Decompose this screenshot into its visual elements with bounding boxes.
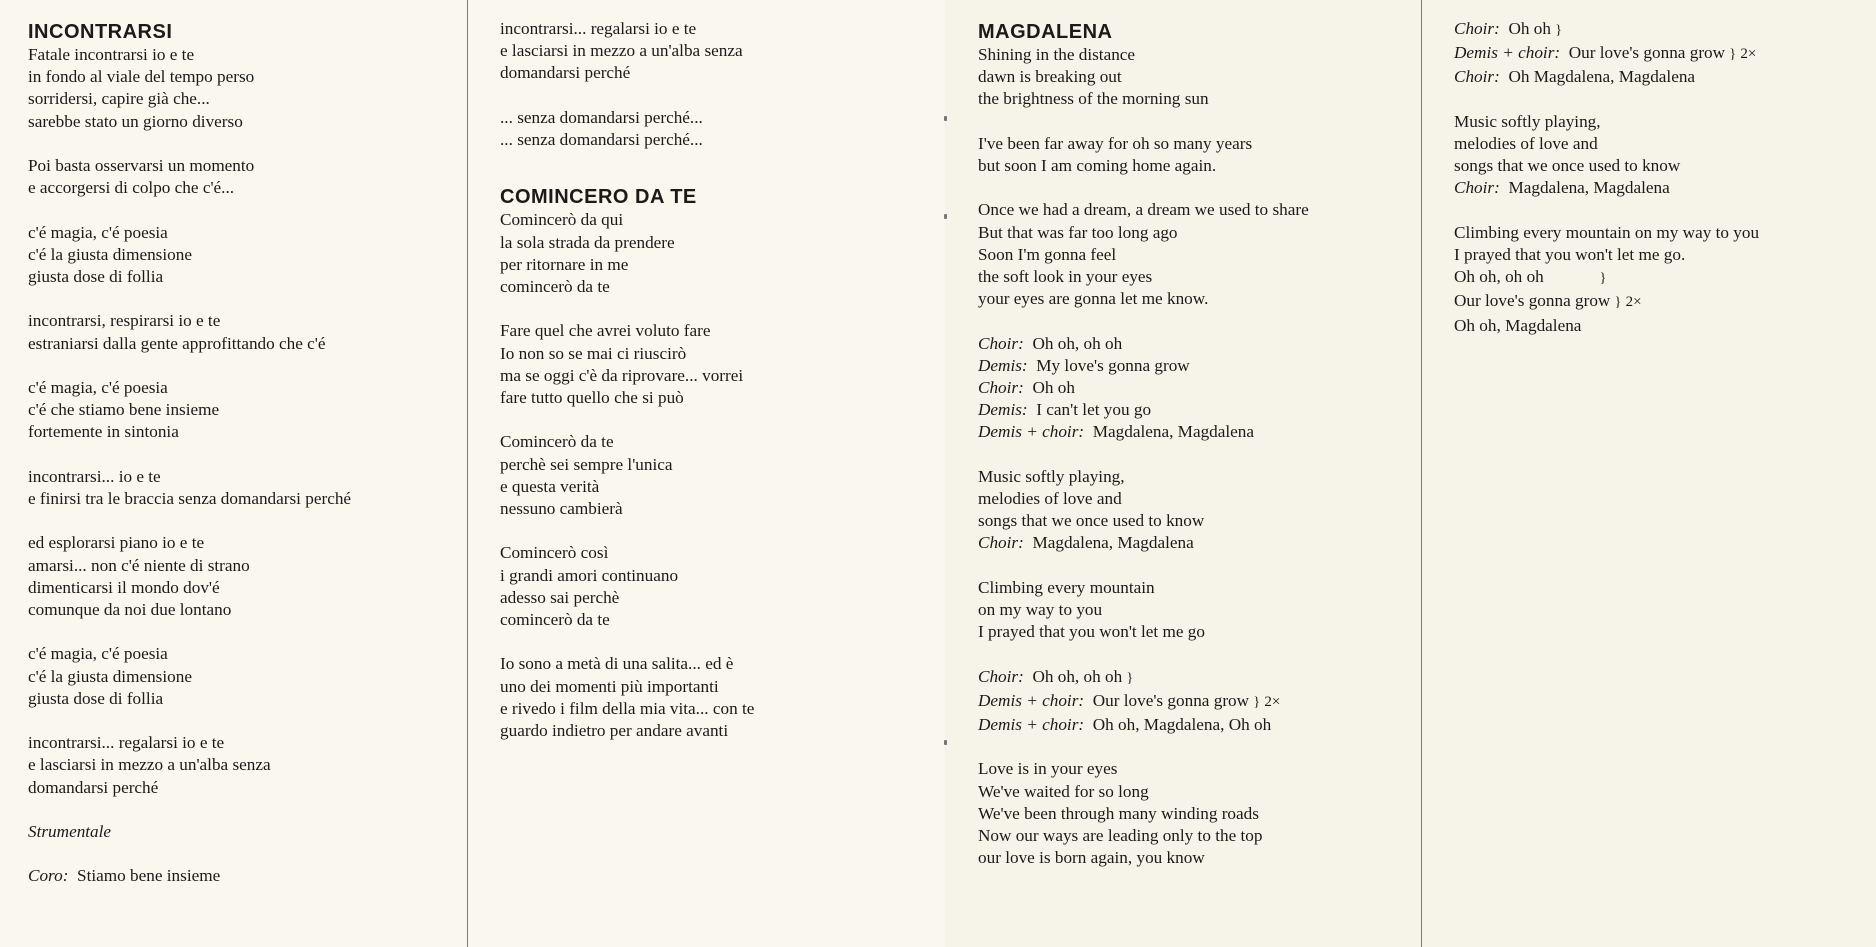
lyric-line: Climbing every mountain	[978, 577, 1155, 597]
lyrics-block	[1454, 222, 1759, 337]
stanza-gap	[500, 173, 754, 183]
speaker-label: Choir:	[978, 378, 1024, 397]
lyrics-block	[978, 577, 1309, 644]
lyric-line: ma se oggi c'è da riprovare... vorrei	[500, 365, 744, 385]
lyrics-block	[978, 44, 1309, 333]
lyrics-block	[978, 758, 1309, 869]
speaker-label: Choir:	[1454, 67, 1500, 87]
instrumental-note: Strumentale	[28, 821, 112, 841]
lyric-line: uno dei momenti più importanti	[500, 676, 719, 696]
stanza-gap	[28, 710, 351, 732]
repeat-count: 2×	[1625, 294, 1642, 311]
lyric-line: Fare quel che avrei voluto fare	[500, 321, 711, 341]
repeat-brace: }	[1614, 295, 1622, 311]
lyric-text: Oh oh, oh oh	[1032, 333, 1123, 353]
lyric-text: Oh oh	[1032, 378, 1075, 397]
stanza-gap	[28, 288, 351, 310]
repeat-brace: }	[1599, 271, 1607, 287]
stanza-gap	[28, 355, 351, 377]
dialog-block	[1454, 18, 1759, 89]
lyric-line: dawn is breaking out	[978, 67, 1122, 87]
lyric-text: My love's gonna grow	[1036, 355, 1190, 375]
song-title-magdalena: MAGDALENA	[978, 21, 1113, 43]
lyric-line: our love is born again, you know	[978, 848, 1205, 868]
lyric-line: adesso sai perchè	[500, 587, 620, 607]
lyric-line: ed esplorarsi piano io e te	[28, 533, 205, 553]
stanza-gap	[28, 510, 351, 532]
speaker-label: Demis:	[978, 355, 1028, 375]
lyric-line: I prayed that you won't let me go	[978, 622, 1205, 642]
stanza-gap	[28, 444, 351, 466]
speaker-label: Choir:	[1454, 178, 1500, 198]
stanza-gap	[28, 199, 351, 221]
column-comincero	[500, 18, 754, 742]
lyric-line: songs that we once used to know	[1454, 156, 1681, 176]
stanza-gap	[978, 444, 1309, 466]
lyric-line: Comincerò da te	[500, 432, 614, 452]
stanza-gap	[28, 799, 351, 821]
lyric-line: guardo indietro per andare avanti	[500, 721, 729, 740]
fold-mark	[944, 214, 947, 219]
lyric-line: We've waited for so long	[978, 781, 1149, 801]
lyric-line: incontrarsi... regalarsi io e te	[28, 733, 225, 753]
column-magdalena	[978, 18, 1309, 869]
lyric-line: Climbing every mountain on my way to you	[1454, 222, 1760, 242]
lyrics-block	[978, 466, 1309, 533]
lyric-line: Now our ways are leading only to the top	[978, 826, 1263, 845]
dialog-line	[978, 690, 1309, 714]
lyric-line: e lasciarsi in mezzo a un'alba senza	[28, 755, 271, 775]
stanza-gap	[978, 643, 1309, 665]
lyric-line: Love is in your eyes	[978, 759, 1118, 779]
lyric-line: sarebbe stato un giorno diverso	[28, 111, 243, 131]
lyric-line: Oh oh, Magdalena	[1454, 315, 1582, 335]
speaker-label: Choir:	[1454, 19, 1500, 38]
choir-line	[1454, 177, 1759, 199]
lyrics-block	[28, 44, 351, 821]
lyric-text: Oh oh, Magdalena, Oh oh	[1092, 715, 1272, 734]
lyric-line: the soft look in your eyes	[978, 267, 1153, 286]
dialog-block	[978, 666, 1309, 737]
lyric-line: melodies of love and	[1454, 134, 1598, 153]
lyric-line: Poi basta osservarsi un momento	[28, 156, 255, 175]
lyric-line: But that was far too long ago	[978, 222, 1178, 242]
column-divider-2	[1421, 0, 1422, 947]
lyric-line: I've been far away for oh so many years	[978, 133, 1253, 153]
dialog-line	[978, 421, 1309, 443]
speaker-label: Coro:	[28, 866, 69, 886]
speaker-label: Demis:	[978, 400, 1028, 420]
lyric-line: songs that we once used to know	[978, 511, 1205, 531]
lyric-text: Oh Magdalena, Magdalena	[1508, 67, 1696, 87]
lyric-line: Shining in the distance	[978, 45, 1136, 64]
stanza-gap	[500, 85, 754, 107]
dialog-line	[978, 355, 1309, 377]
lyric-line: amarsi... non c'é niente di strano	[28, 555, 250, 575]
repeat-brace: }	[1126, 670, 1134, 686]
lyrics-block	[500, 209, 754, 742]
lyrics-block	[1454, 111, 1759, 178]
speaker-label: Demis + choir:	[978, 690, 1085, 710]
lyric-line: e questa verità	[500, 476, 600, 496]
lyric-line: dimenticarsi il mondo dov'é	[28, 577, 220, 597]
lyric-text: Oh oh	[1508, 19, 1551, 38]
lyric-line: comunque da noi due lontano	[28, 599, 232, 619]
lyric-text: Oh oh, oh oh	[1032, 666, 1123, 686]
lyric-line: per ritornare in me	[500, 254, 629, 274]
stanza-gap	[978, 177, 1309, 199]
lyric-line: We've been through many winding roads	[978, 803, 1259, 823]
stanza-gap	[1454, 200, 1759, 222]
stanza-gap	[500, 631, 754, 653]
lyric-line: perchè sei sempre l'unica	[500, 454, 673, 474]
dialog-line	[978, 714, 1309, 736]
lyric-line: giusta dose di follia	[28, 688, 164, 708]
lyric-line: Music softly playing,	[1454, 111, 1601, 131]
stanza-gap	[28, 621, 351, 643]
lyric-line: c'é la giusta dimensione	[28, 666, 192, 686]
speaker-label: Choir:	[978, 666, 1024, 686]
dialog-block	[978, 333, 1309, 444]
repeat-brace: }	[1555, 23, 1562, 38]
stanza-gap	[978, 555, 1309, 577]
repeat-count: 2×	[1740, 46, 1757, 63]
lyric-line: ... senza domandarsi perché...	[500, 107, 703, 127]
lyric-line: giusta dose di follia	[28, 267, 164, 286]
lyric-line: melodies of love and	[978, 489, 1122, 508]
lyric-text: I can't let you go	[1036, 400, 1152, 420]
stanza-gap	[978, 736, 1309, 758]
lyric-line: Comincerò da qui	[500, 210, 624, 230]
lyric-line: on my way to you	[978, 600, 1103, 619]
stanza-gap	[500, 520, 754, 542]
lyric-text: Our love's gonna grow	[1092, 690, 1250, 710]
lyric-line: c'é magia, c'é poesia	[28, 377, 168, 397]
lyric-line: la sola strada da prendere	[500, 232, 675, 252]
stanza-gap	[978, 111, 1309, 133]
lyric-line: ... senza domandarsi perché...	[500, 130, 703, 149]
stanza-gap	[28, 843, 351, 865]
dialog-line	[1454, 42, 1759, 66]
dialog-line	[978, 377, 1309, 399]
dialog-line	[1454, 66, 1759, 88]
lyric-line: but soon I am coming home again.	[978, 156, 1217, 175]
lyric-line: comincerò da te	[500, 277, 610, 296]
stanza-gap	[500, 409, 754, 431]
coro-line	[28, 865, 351, 887]
speaker-label: Demis + choir:	[978, 422, 1085, 442]
lyric-line: Oh oh, oh oh }	[1454, 267, 1607, 287]
lyric-line: c'é magia, c'é poesia	[28, 222, 168, 242]
dialog-line	[978, 399, 1309, 421]
lyric-line: e lasciarsi in mezzo a un'alba senza	[500, 41, 743, 61]
lyric-line: your eyes are gonna let me know.	[978, 289, 1209, 309]
speaker-label: Demis + choir:	[1454, 43, 1561, 63]
stanza-gap	[1454, 89, 1759, 111]
dialog-line	[1454, 18, 1759, 42]
lyric-text: Magdalena, Magdalena	[1508, 178, 1670, 198]
lyric-line: domandarsi perché	[28, 777, 159, 797]
lyric-line: i grandi amori continuano	[500, 565, 679, 585]
lyric-line: Io non so se mai ci riuscirò	[500, 343, 687, 363]
lyric-line: in fondo al viale del tempo perso	[28, 67, 255, 87]
lyric-line: incontrarsi, respirarsi io e te	[28, 311, 221, 331]
lyric-line: Soon I'm gonna feel	[978, 244, 1117, 264]
lyric-line: sorridersi, capire già che...	[28, 89, 210, 109]
lyric-text: Our love's gonna grow	[1568, 43, 1726, 63]
speaker-label: Choir:	[978, 533, 1024, 553]
choir-line	[978, 532, 1309, 554]
lyric-line: c'é la giusta dimensione	[28, 244, 192, 264]
repeat-count: 2×	[1264, 693, 1281, 710]
lyric-line: e finirsi tra le braccia senza domandarsi perché	[28, 488, 352, 508]
lyric-line: Io sono a metà di una salita... ed è	[500, 654, 734, 674]
stanza-gap	[500, 298, 754, 320]
repeat-brace: }	[1253, 694, 1261, 710]
lyric-line: e accorgersi di colpo che c'é...	[28, 178, 235, 198]
stanza-gap	[28, 133, 351, 155]
lyric-line: incontrarsi... io e te	[28, 466, 161, 486]
lyric-line: fortemente in sintonia	[28, 422, 179, 442]
stanza-gap	[500, 151, 754, 173]
lyric-line: Music softly playing,	[978, 466, 1125, 486]
stanza-gap	[978, 310, 1309, 332]
speaker-label: Choir:	[978, 333, 1024, 353]
column-magdalena-cont	[1454, 18, 1759, 337]
lyric-line: fare tutto quello che si può	[500, 388, 684, 407]
fold-mark	[944, 740, 947, 745]
repeat-brace: }	[1729, 47, 1737, 63]
lyric-line: Once we had a dream, a dream we used to share	[978, 200, 1309, 220]
lyric-line: c'é che stiamo bene insieme	[28, 400, 220, 420]
lyric-line: I prayed that you won't let me go.	[1454, 245, 1686, 264]
song-title-incontrarsi: INCONTRARSI	[28, 21, 173, 43]
lyric-line: incontrarsi... regalarsi io e te	[500, 19, 697, 38]
column-divider-1	[467, 0, 468, 947]
dialog-line	[978, 666, 1309, 690]
lyric-text: Stiamo bene insieme	[77, 866, 221, 886]
lyrics-block	[500, 18, 754, 151]
dialog-line	[978, 333, 1309, 355]
lyric-line: Comincerò così	[500, 543, 609, 563]
lyric-text: Magdalena, Magdalena	[1032, 533, 1194, 553]
lyric-line: domandarsi perché	[500, 63, 631, 83]
lyric-line: the brightness of the morning sun	[978, 89, 1209, 109]
lyric-line: c'é magia, c'é poesia	[28, 644, 168, 664]
lyric-line: e rivedo i film della mia vita... con te	[500, 698, 755, 718]
song-title-comincero: COMINCERO DA TE	[500, 186, 697, 209]
speaker-label: Demis + choir:	[978, 715, 1085, 734]
lyric-line: Fatale incontrarsi io e te	[28, 45, 195, 64]
lyric-text: Magdalena, Magdalena	[1092, 422, 1255, 442]
fold-mark	[944, 116, 947, 121]
lyric-line: nessuno cambierà	[500, 499, 623, 518]
lyric-line: comincerò da te	[500, 610, 610, 629]
lyric-line: estraniarsi dalla gente approfittando che c'é	[28, 333, 326, 353]
lyric-line: Our love's gonna grow } 2×	[1454, 291, 1642, 311]
column-incontrarsi	[28, 18, 351, 888]
